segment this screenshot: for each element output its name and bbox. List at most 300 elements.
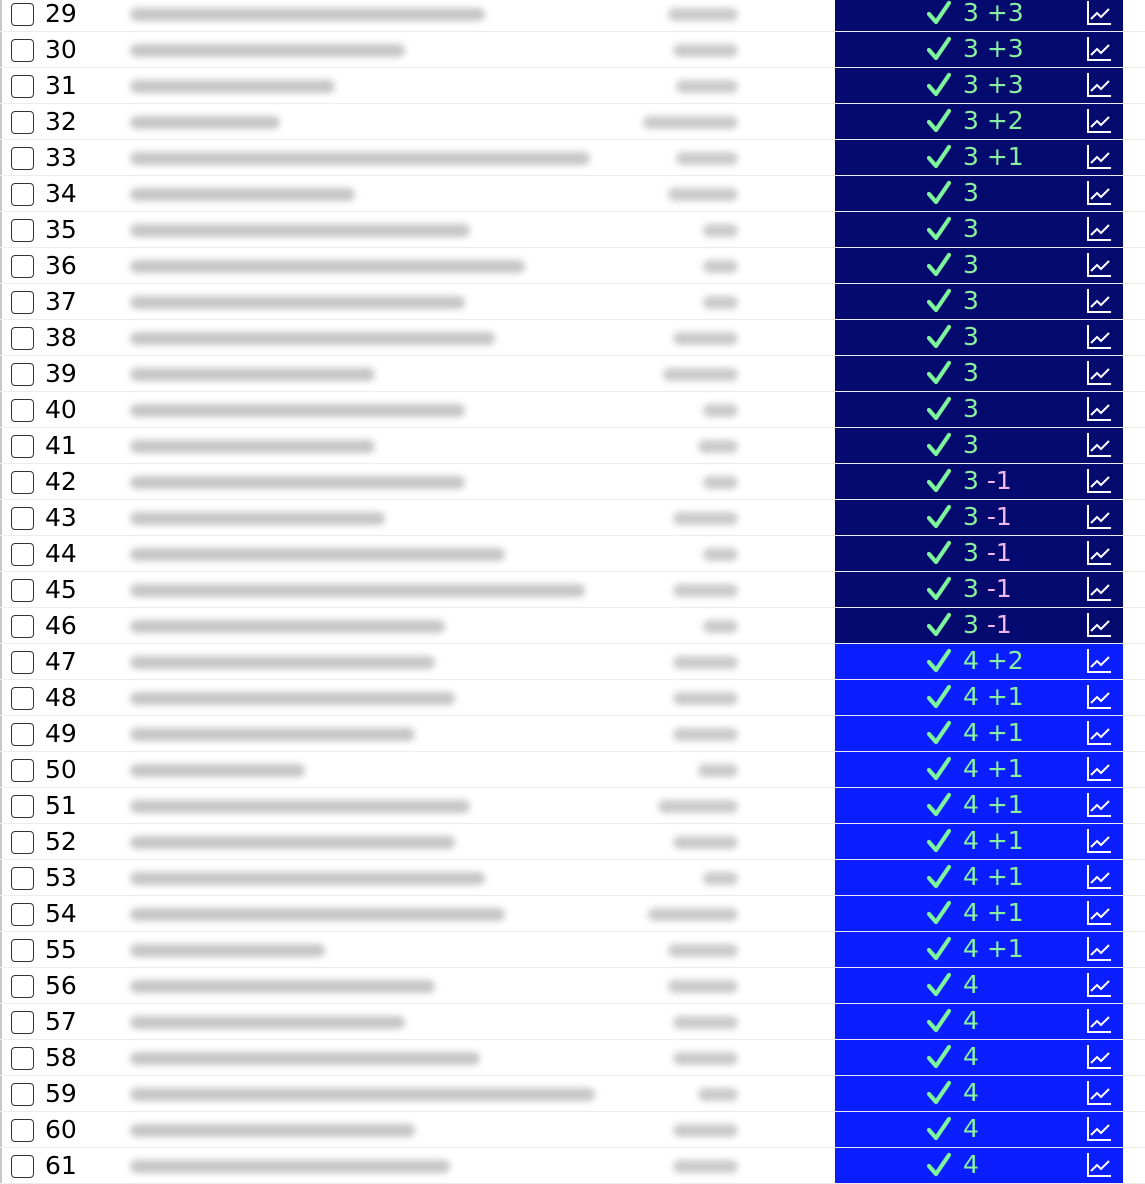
position-change: +1: [986, 142, 1024, 171]
redacted-search-volume: [703, 620, 738, 633]
row-left-border: [0, 572, 2, 608]
line-chart-icon[interactable]: [1086, 180, 1112, 206]
row-left-border: [0, 68, 2, 104]
position-number: 3: [963, 430, 979, 459]
line-chart-icon[interactable]: [1086, 828, 1112, 854]
row-checkbox[interactable]: [11, 75, 34, 98]
row-left-border: [0, 320, 2, 356]
table-row[interactable]: [0, 824, 1145, 860]
redacted-search-volume: [673, 44, 738, 57]
redacted-search-volume: [698, 1088, 738, 1101]
position-cell[interactable]: [835, 860, 1123, 895]
table-row[interactable]: [0, 752, 1145, 788]
position-number: 4: [963, 934, 979, 963]
redacted-search-volume: [673, 1052, 738, 1065]
position-change: +1: [986, 826, 1024, 855]
table-row[interactable]: [0, 284, 1145, 320]
position-value: [963, 1005, 979, 1037]
row-checkbox[interactable]: [11, 795, 34, 818]
line-chart-icon[interactable]: [1086, 144, 1112, 170]
line-chart-icon[interactable]: [1086, 396, 1112, 422]
checkmark-icon: [927, 36, 951, 62]
position-number: 4: [963, 970, 979, 999]
row-checkbox[interactable]: [11, 1011, 34, 1034]
checkmark-icon: [927, 468, 951, 494]
position-value: [963, 357, 979, 389]
redacted-search-volume: [676, 152, 738, 165]
row-number: 32: [45, 107, 77, 136]
row-checkbox[interactable]: [11, 39, 34, 62]
row-left-border: [0, 140, 2, 176]
redacted-search-volume: [673, 836, 738, 849]
table-row[interactable]: [0, 1040, 1145, 1076]
position-number: 3: [963, 34, 979, 63]
position-value: [963, 645, 1024, 677]
position-number: 3: [963, 250, 979, 279]
position-change: -1: [986, 466, 1012, 495]
position-cell[interactable]: [835, 752, 1123, 787]
checkmark-icon: [927, 756, 951, 782]
position-number: 4: [963, 1042, 979, 1071]
redacted-keyword-phrase: [130, 296, 465, 309]
row-number: 56: [45, 971, 77, 1000]
checkmark-icon: [927, 432, 951, 458]
position-value: [963, 933, 1024, 965]
redacted-keyword-phrase: [130, 440, 375, 453]
position-value: [963, 681, 1024, 713]
row-number: 59: [45, 1079, 77, 1108]
position-number: 3: [963, 322, 979, 351]
row-checkbox[interactable]: [11, 399, 34, 422]
line-chart-icon[interactable]: [1086, 360, 1112, 386]
table-row[interactable]: [0, 1112, 1145, 1148]
checkmark-icon: [927, 1044, 951, 1070]
row-number: 57: [45, 1007, 77, 1036]
line-chart-icon[interactable]: [1086, 0, 1112, 26]
line-chart-icon[interactable]: [1086, 756, 1112, 782]
position-change: -1: [986, 610, 1012, 639]
position-change: +1: [986, 898, 1024, 927]
position-number: 3: [963, 358, 979, 387]
position-value: [963, 465, 1012, 497]
position-number: 3: [963, 502, 979, 531]
position-change: +2: [986, 646, 1024, 675]
checkmark-icon: [927, 900, 951, 926]
table-row[interactable]: [0, 0, 1145, 32]
position-number: 3: [963, 142, 979, 171]
redacted-keyword-phrase: [130, 332, 495, 345]
position-change: +1: [986, 754, 1024, 783]
position-cell[interactable]: [835, 284, 1123, 319]
position-value: [963, 393, 979, 425]
row-left-border: [0, 752, 2, 788]
position-number: 3: [963, 394, 979, 423]
position-cell[interactable]: [835, 536, 1123, 571]
table-row[interactable]: [0, 896, 1145, 932]
row-left-border: [0, 788, 2, 824]
table-row[interactable]: [0, 212, 1145, 248]
position-cell[interactable]: [835, 1112, 1123, 1147]
checkmark-icon: [927, 324, 951, 350]
redacted-search-volume: [703, 260, 738, 273]
row-checkbox[interactable]: [11, 255, 34, 278]
checkmark-icon: [927, 216, 951, 242]
redacted-search-volume: [698, 440, 738, 453]
row-checkbox[interactable]: [11, 291, 34, 314]
redacted-search-volume: [703, 404, 738, 417]
table-row[interactable]: [0, 572, 1145, 608]
row-number: 34: [45, 179, 77, 208]
position-value: [963, 825, 1024, 857]
line-chart-icon[interactable]: [1086, 108, 1112, 134]
line-chart-icon[interactable]: [1086, 1008, 1112, 1034]
row-checkbox[interactable]: [11, 579, 34, 602]
position-cell[interactable]: [835, 896, 1123, 931]
checkmark-icon: [927, 72, 951, 98]
table-row[interactable]: [0, 644, 1145, 680]
table-row[interactable]: [0, 500, 1145, 536]
redacted-search-volume: [658, 800, 738, 813]
table-row[interactable]: [0, 356, 1145, 392]
redacted-keyword-phrase: [130, 548, 505, 561]
position-value: [963, 897, 1024, 929]
redacted-keyword-phrase: [130, 44, 405, 57]
row-number: 30: [45, 35, 77, 64]
redacted-search-volume: [673, 728, 738, 741]
position-value: [963, 573, 1012, 605]
position-change: -1: [986, 538, 1012, 567]
checkmark-icon: [927, 1152, 951, 1178]
row-number: 37: [45, 287, 77, 316]
row-left-border: [0, 284, 2, 320]
redacted-search-volume: [663, 368, 738, 381]
line-chart-icon[interactable]: [1086, 216, 1112, 242]
position-change: +3: [986, 70, 1024, 99]
line-chart-icon[interactable]: [1086, 432, 1112, 458]
position-number: 4: [963, 1114, 979, 1143]
table-row[interactable]: [0, 428, 1145, 464]
row-checkbox[interactable]: [11, 471, 34, 494]
position-cell[interactable]: [835, 1004, 1123, 1039]
row-checkbox[interactable]: [11, 507, 34, 530]
position-cell[interactable]: [835, 68, 1123, 103]
position-number: 3: [963, 286, 979, 315]
position-cell[interactable]: [835, 1148, 1123, 1183]
position-number: 3: [963, 538, 979, 567]
redacted-search-volume: [643, 116, 738, 129]
row-number: 38: [45, 323, 77, 352]
table-row[interactable]: [0, 248, 1145, 284]
redacted-keyword-phrase: [130, 116, 280, 129]
table-row[interactable]: [0, 788, 1145, 824]
row-number: 60: [45, 1115, 77, 1144]
redacted-keyword-phrase: [130, 404, 465, 417]
row-number: 46: [45, 611, 77, 640]
table-row[interactable]: [0, 140, 1145, 176]
position-number: 3: [963, 106, 979, 135]
row-left-border: [0, 896, 2, 932]
position-cell[interactable]: [835, 824, 1123, 859]
redacted-search-volume: [703, 296, 738, 309]
line-chart-icon[interactable]: [1086, 900, 1112, 926]
position-cell[interactable]: [835, 932, 1123, 967]
position-cell[interactable]: [835, 1076, 1123, 1111]
redacted-search-volume: [673, 656, 738, 669]
position-cell[interactable]: [835, 968, 1123, 1003]
line-chart-icon[interactable]: [1086, 324, 1112, 350]
position-value: [963, 861, 1024, 893]
row-left-border: [0, 104, 2, 140]
position-cell[interactable]: [835, 320, 1123, 355]
line-chart-icon[interactable]: [1086, 936, 1112, 962]
line-chart-icon[interactable]: [1086, 648, 1112, 674]
checkmark-icon: [927, 720, 951, 746]
checkmark-icon: [927, 648, 951, 674]
row-checkbox[interactable]: [11, 687, 34, 710]
checkmark-icon: [927, 180, 951, 206]
line-chart-icon[interactable]: [1086, 288, 1112, 314]
row-number: 40: [45, 395, 77, 424]
position-cell[interactable]: [835, 176, 1123, 211]
row-checkbox[interactable]: [11, 1119, 34, 1142]
table-row[interactable]: [0, 32, 1145, 68]
row-checkbox[interactable]: [11, 111, 34, 134]
position-number: 4: [963, 898, 979, 927]
row-checkbox[interactable]: [11, 651, 34, 674]
position-number: 4: [963, 754, 979, 783]
row-checkbox[interactable]: [11, 759, 34, 782]
line-chart-icon[interactable]: [1086, 504, 1112, 530]
position-value: [963, 789, 1024, 821]
position-cell[interactable]: [835, 0, 1123, 31]
redacted-keyword-phrase: [130, 584, 585, 597]
row-number: 50: [45, 755, 77, 784]
position-number: 4: [963, 862, 979, 891]
checkmark-icon: [927, 576, 951, 602]
row-number: 33: [45, 143, 77, 172]
row-checkbox[interactable]: [11, 219, 34, 242]
line-chart-icon[interactable]: [1086, 684, 1112, 710]
redacted-keyword-phrase: [130, 800, 470, 813]
position-change: +1: [986, 718, 1024, 747]
table-row[interactable]: [0, 932, 1145, 968]
position-cell[interactable]: [835, 680, 1123, 715]
position-value: [963, 285, 979, 317]
row-checkbox[interactable]: [11, 543, 34, 566]
position-cell[interactable]: [835, 356, 1123, 391]
row-number: 61: [45, 1151, 77, 1180]
redacted-search-volume: [703, 224, 738, 237]
row-checkbox[interactable]: [11, 147, 34, 170]
position-cell[interactable]: [835, 1040, 1123, 1075]
position-cell[interactable]: [835, 716, 1123, 751]
position-number: 3: [963, 214, 979, 243]
checkmark-icon: [927, 612, 951, 638]
row-checkbox[interactable]: [11, 327, 34, 350]
table-row[interactable]: [0, 464, 1145, 500]
row-left-border: [0, 1040, 2, 1076]
checkmark-icon: [927, 864, 951, 890]
redacted-search-volume: [668, 188, 738, 201]
position-cell[interactable]: [835, 608, 1123, 643]
table-row[interactable]: [0, 968, 1145, 1004]
redacted-keyword-phrase: [130, 260, 525, 273]
line-chart-icon[interactable]: [1086, 1152, 1112, 1178]
line-chart-icon[interactable]: [1086, 1116, 1112, 1142]
row-number: 42: [45, 467, 77, 496]
position-cell[interactable]: [835, 140, 1123, 175]
row-left-border: [0, 536, 2, 572]
table-row[interactable]: [0, 1076, 1145, 1112]
line-chart-icon[interactable]: [1086, 540, 1112, 566]
checkmark-icon: [927, 936, 951, 962]
row-checkbox[interactable]: [11, 831, 34, 854]
position-cell[interactable]: [835, 464, 1123, 499]
table-row[interactable]: [0, 320, 1145, 356]
checkmark-icon: [927, 0, 951, 26]
table-row[interactable]: [0, 176, 1145, 212]
row-left-border: [0, 464, 2, 500]
checkmark-icon: [927, 396, 951, 422]
position-value: [963, 1113, 979, 1145]
line-chart-icon[interactable]: [1086, 972, 1112, 998]
line-chart-icon[interactable]: [1086, 612, 1112, 638]
table-row[interactable]: [0, 608, 1145, 644]
row-number: 51: [45, 791, 77, 820]
position-cell[interactable]: [835, 428, 1123, 463]
checkmark-icon: [927, 252, 951, 278]
position-cell[interactable]: [835, 104, 1123, 139]
redacted-search-volume: [673, 584, 738, 597]
redacted-search-volume: [668, 944, 738, 957]
row-number: 49: [45, 719, 77, 748]
line-chart-icon[interactable]: [1086, 1044, 1112, 1070]
row-left-border: [0, 212, 2, 248]
position-number: 4: [963, 826, 979, 855]
table-row[interactable]: [0, 860, 1145, 896]
row-left-border: [0, 1076, 2, 1112]
line-chart-icon[interactable]: [1086, 468, 1112, 494]
row-checkbox[interactable]: [11, 1047, 34, 1070]
position-cell[interactable]: [835, 32, 1123, 67]
redacted-keyword-phrase: [130, 836, 455, 849]
row-left-border: [0, 32, 2, 68]
position-change: +1: [986, 682, 1024, 711]
position-number: 3: [963, 0, 979, 27]
row-checkbox[interactable]: [11, 723, 34, 746]
position-cell[interactable]: [835, 248, 1123, 283]
row-number: 52: [45, 827, 77, 856]
redacted-keyword-phrase: [130, 1052, 480, 1065]
position-value: [963, 1077, 979, 1109]
position-value: [963, 501, 1012, 533]
row-left-border: [0, 968, 2, 1004]
position-cell[interactable]: [835, 788, 1123, 823]
position-change: +3: [986, 0, 1024, 27]
position-change: -1: [986, 502, 1012, 531]
row-checkbox[interactable]: [11, 183, 34, 206]
position-number: 3: [963, 574, 979, 603]
table-row[interactable]: [0, 680, 1145, 716]
row-checkbox[interactable]: [11, 615, 34, 638]
row-checkbox[interactable]: [11, 867, 34, 890]
row-checkbox[interactable]: [11, 975, 34, 998]
row-checkbox[interactable]: [11, 1083, 34, 1106]
row-checkbox[interactable]: [11, 363, 34, 386]
row-number: 47: [45, 647, 77, 676]
row-left-border: [0, 716, 2, 752]
redacted-search-volume: [703, 548, 738, 561]
line-chart-icon[interactable]: [1086, 36, 1112, 62]
row-checkbox[interactable]: [11, 939, 34, 962]
row-left-border: [0, 644, 2, 680]
position-number: 4: [963, 682, 979, 711]
row-number: 54: [45, 899, 77, 928]
table-row[interactable]: [0, 716, 1145, 752]
row-number: 58: [45, 1043, 77, 1072]
line-chart-icon[interactable]: [1086, 1080, 1112, 1106]
row-checkbox[interactable]: [11, 1155, 34, 1178]
redacted-search-volume: [668, 980, 738, 993]
redacted-search-volume: [676, 80, 738, 93]
position-number: 4: [963, 790, 979, 819]
row-checkbox[interactable]: [11, 903, 34, 926]
position-cell[interactable]: [835, 572, 1123, 607]
row-left-border: [0, 0, 2, 32]
redacted-search-volume: [673, 1124, 738, 1137]
row-left-border: [0, 500, 2, 536]
row-left-border: [0, 356, 2, 392]
position-cell[interactable]: [835, 644, 1123, 679]
position-value: [963, 1149, 979, 1181]
table-row[interactable]: [0, 104, 1145, 140]
redacted-search-volume: [673, 512, 738, 525]
line-chart-icon[interactable]: [1086, 864, 1112, 890]
checkmark-icon: [927, 828, 951, 854]
row-number: 29: [45, 0, 77, 28]
line-chart-icon[interactable]: [1086, 720, 1112, 746]
checkmark-icon: [927, 792, 951, 818]
position-cell[interactable]: [835, 500, 1123, 535]
redacted-keyword-phrase: [130, 368, 375, 381]
row-checkbox[interactable]: [11, 3, 34, 26]
line-chart-icon[interactable]: [1086, 576, 1112, 602]
position-number: 4: [963, 646, 979, 675]
table-row[interactable]: [0, 1004, 1145, 1040]
checkmark-icon: [927, 684, 951, 710]
redacted-keyword-phrase: [130, 80, 335, 93]
redacted-keyword-phrase: [130, 1088, 595, 1101]
redacted-keyword-phrase: [130, 980, 435, 993]
row-checkbox[interactable]: [11, 435, 34, 458]
position-change: +3: [986, 34, 1024, 63]
row-number: 35: [45, 215, 77, 244]
row-number: 48: [45, 683, 77, 712]
redacted-keyword-phrase: [130, 908, 505, 921]
line-chart-icon[interactable]: [1086, 252, 1112, 278]
line-chart-icon[interactable]: [1086, 72, 1112, 98]
table-row[interactable]: [0, 68, 1145, 104]
position-value: [963, 609, 1012, 641]
row-number: 53: [45, 863, 77, 892]
table-row[interactable]: [0, 392, 1145, 428]
position-cell[interactable]: [835, 392, 1123, 427]
position-cell[interactable]: [835, 212, 1123, 247]
table-row[interactable]: [0, 536, 1145, 572]
position-number: 3: [963, 610, 979, 639]
table-row[interactable]: [0, 1148, 1145, 1184]
line-chart-icon[interactable]: [1086, 792, 1112, 818]
